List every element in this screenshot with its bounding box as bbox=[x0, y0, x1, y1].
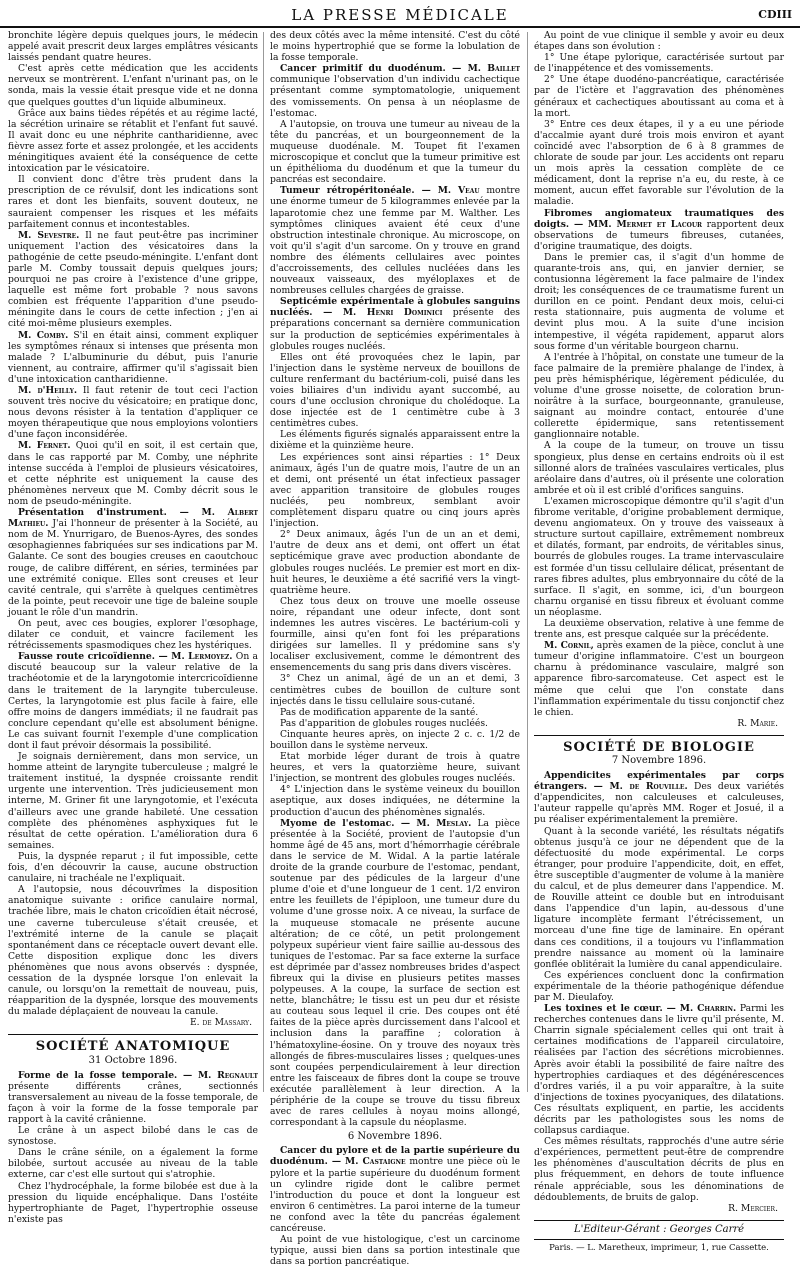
paragraph: L'examen microscopique démontre qu'il s'agit d'un fibrome veritable, d'origine probablement dermique, devenu angiomateux. On y trouve des vaisseaux à structure surtout capillaire, extrêmement nombreux et dilatés, formant, par endroits, de véritables sinus, bourrés de globules rouges. La trame intervasculaire est formée d'un tissu cellulaire délicat, présentant de rares fibres adultes, plus embryonnaire du côté de la surface. Il s'agit, en somme, ici, d'un bourgeon charnu organisé en tissu fibreux et évoluant comme un néoplasme. bbox=[534, 495, 784, 618]
paragraph-text: rapportent deux observations de tumeurs fibreuses, cutanées, d'origine traumatique, des doigts. bbox=[534, 218, 784, 252]
paragraph: Grâce aux bains tièdes répétés et au régime lacté, la sécrétion urinaire se rétablit et l'enfant fut sauvé. Il avait donc eu une néphrite cantharidienne, avec fièvre assez forte et assez prolongée, et les accidents méningitiques avaient été la conséquence de cette intoxication par le vésicatoire. bbox=[8, 107, 258, 175]
paragraph bbox=[270, 296, 520, 351]
paragraph: Etat morbide léger durant de trois à quatre heures, et vers la quatorzième heure, suivant l'injection, se montrent des globules rouges nucléés. bbox=[270, 751, 520, 785]
paragraph: Elles ont été provoquées chez le lapin, par l'injection dans le système nerveux de bouillons de culture renfermant du bactérium-coli, puisé dans les voies biliaires d'un individu ayant succombé, au cours d'une occlusion chronique du cholédoque. La dose injectée est de 1 centimètre cube à 3 centimètres cubes. bbox=[270, 351, 520, 430]
subsection-heading: Forme de la fosse temporale. bbox=[18, 1069, 178, 1081]
paragraph bbox=[270, 818, 520, 1129]
paragraph: 4° L'injection dans le système veineux du bouillon aseptique, aux doses indiquées, ne détermine la production d'aucun des phénomènes signalés. bbox=[270, 784, 520, 818]
speaker-name: M. Sevestre. bbox=[18, 229, 80, 241]
section-heading: SOCIÉTÉ ANATOMIQUE bbox=[8, 1034, 258, 1052]
speaker-name: — M. Lermoyez. bbox=[154, 651, 233, 663]
speaker-name: — M. Albert Mathieu. bbox=[8, 507, 258, 530]
speaker-name: — MM. Mermet et Lacour bbox=[569, 218, 703, 230]
subsection-heading: Présentation d'instrument. bbox=[18, 507, 167, 519]
publisher-imprint: L'Editeur-Gérant : Georges Carré bbox=[534, 1220, 784, 1235]
session-date: 31 Octobre 1896. bbox=[88, 1054, 178, 1066]
speaker-name: — M. Meslay. bbox=[394, 817, 472, 829]
subsection-heading: Fausse route cricoïdienne. bbox=[18, 651, 155, 663]
paragraph: Les expériences sont ainsi réparties : 1° Deux animaux, âgés l'un de quatre mois, l'autre de un an et demi, ont présenté un état infectieux passager avec apparition transitoire de globules rouges nucléés, peu nombreux, semblant avoir complètement disparu quatre ou cinq jours après l'injection. bbox=[270, 451, 520, 530]
paragraph bbox=[534, 1003, 784, 1136]
running-head bbox=[0, 4, 800, 28]
speaker-name: M. d'Heilly. bbox=[18, 385, 78, 396]
paragraph-text: communique l'observation d'un individu cachectique présentant comme symptomatologie, uniquement des vomissements. On pensa à un néoplasme de l'estomac. bbox=[270, 74, 520, 119]
paragraph bbox=[534, 640, 784, 718]
paragraph bbox=[8, 230, 258, 330]
signature: R. Mercier. bbox=[728, 1202, 778, 1214]
speaker-name: — M. Castaigne bbox=[327, 1156, 406, 1168]
paragraph bbox=[270, 63, 520, 118]
paragraph-text: Des deux variétés d'appendicites, non calculeuses et calculeuses, l'auteur rappelle qu'après MM. Roger et Josué, il a pu réaliser expérimentalement la première. bbox=[534, 781, 784, 826]
paragraph: Pas de modification apparente de la santé. bbox=[280, 706, 479, 718]
speaker-name: — M. Charrin. bbox=[662, 1003, 737, 1015]
subsection-heading: Les toxines et le cœur. bbox=[544, 1003, 663, 1015]
paragraph: 3° Entre ces deux étapes, il y a eu une période d'accalmie ayant duré trois mois environ et ayant coïncidé avec l'absorption de 6 à 8 grammes de chlorate de soude par jour. Les accidents ont reparu un mois après la cessation complète de ce médicament, dont la reprise n'a eu, du reste, à ce moment, aucun effet favorable sur l'évolution de la maladie. bbox=[534, 118, 784, 208]
subsection-heading: Tumeur rétropéritonéale. bbox=[280, 185, 415, 197]
paragraph-text: Il faut retenir de tout ceci l'action souvent très nocive du vésicatoire; en pratique donc, nous devons résister à la tentation d'appliquer ce moyen thérapeutique que nous employions volontiers d'une façon inconsidérée. bbox=[8, 385, 258, 441]
speaker-name: — M. Henri Dominici bbox=[312, 307, 443, 319]
paragraph bbox=[270, 1145, 520, 1234]
column-right bbox=[534, 30, 784, 1253]
paragraph: Pas d'apparition de globules rouges nucléés. bbox=[280, 717, 488, 729]
section-heading: SOCIÉTÉ DE BIOLOGIE bbox=[534, 735, 784, 753]
paragraph bbox=[270, 185, 520, 296]
paragraph bbox=[8, 651, 258, 751]
paragraph: Ces expériences concluent donc la confirmation expérimentale de la théorie pathogénique défendue par M. Dieulafoy. bbox=[534, 969, 784, 1003]
paragraph: Puis, la dyspnée reparut ; il fut impossible, cette fois, d'en découvrir la cause, aucune obstruction canulaire, ni trachéale ne l'expliquait. bbox=[8, 850, 258, 885]
paragraph bbox=[8, 330, 258, 385]
signature: E. de Massary. bbox=[189, 1017, 252, 1029]
signature: R. Marie. bbox=[737, 717, 778, 729]
speaker-name: — M. de Rouville. bbox=[587, 781, 688, 793]
paragraph: Ces mêmes résultats, rapprochés d'une autre série d'expériences, permettent peut-être de comprendre les phénomènes d'auscultation décrits de plus en plus fréquemment, en dehors de toute influence rénale appréciable, sous les dénominations de dédoublements, de bruits de galop. bbox=[534, 1136, 784, 1203]
speaker-name: — M. Baillet bbox=[445, 63, 520, 75]
paragraph: Je soignais dernièrement, dans mon service, un homme atteint de laryngite tuberculeuse ; malgré le traitement institué, la dyspnée croissante rendit urgente une intervention. Très judicieusement mon interne, M. Griner fit une laryngotomie, et l'exécuta d'ailleurs avec une grande habileté. Une cessation complète des phénomènes asphyxiques fut le résultat de cette opération. L'amélioration dura 6 semaines. bbox=[8, 751, 258, 851]
column-middle bbox=[270, 30, 521, 1267]
paragraph bbox=[8, 1070, 258, 1125]
paragraph-text: présente des préparations concernant sa dernière communication sur la production de septicémies expérimentales à globules rouges nucléés. bbox=[270, 307, 520, 352]
speaker-name: M. Cornil, bbox=[544, 640, 594, 652]
paragraph-text: On a discuté beaucoup sur la valeur relative de la trachéotomie et de la laryngotomie intercricoïdienne dans le traitement de la laryngite tuberculeuse. Certes, la laryngotomie est plus facile à faire, elle offre moins de dangers immédiats; il ne faudrait pas conclure cependant qu'elle est absolument bénigne. Le cas suivant fournit l'exemple d'une complication dont il faut prévoir désormais la possibilité. bbox=[8, 651, 258, 751]
paragraph-text: La pièce présentée à la Société, provient de l'autopsie d'un homme âgé de 45 ans, mort d'hémorrhagie cérébrale dans le service de M. Widal. A la partie latérale droite de la grande courbure de l'estomac, pendant, soutenue par des pédicules de la largeur d'une plume d'oie et d'une longueur de 1 cent. 1/2 environ entre les feuillets de l'épiploon, une tumeur dure du volume d'une grosse noix. A ce niveau, la surface de la muqueuse stomacale ne présente aucune altération; de ce côté, un petit prolongement polypeux supérieur vient faire saillie au-dessous des tuniques de l'estomac. Par sa face externe la surface est déprimée par d'assez nombreuses brides d'aspect fibreux qui la divise en plusieurs petites masses polypeuses. A la coupe, la surface de section est nette, blanchâtre; le tissu est un peu dur et résiste au couteau sous lequel il crie. Des coupes ont été faites de la pièce après durcissement dans l'alcool et inclusion dans la paraffine ; coloration à l'hématoxyline-éosine. On y trouve des noyaux très allongés de fibres-musculaires lisses ; quelques-unes sont coupées perpendiculairement à leur direction entre les faisceaux de fibres dont la coupe se trouve exécutée parallèlement à leur direction. A la périphérie de la coupe se trouve du tissu fibreux avec de rares cellules à noyau moins allongé, correspondant à la capsule du néoplasme. bbox=[270, 817, 520, 1129]
paragraph-text: Quoi qu'il en soit, il est certain que, dans le cas rapporté par M. Comby, une néphrite intense succéda à l'emploi de plusieurs vésicatoires, et cette néphrite est uniquement la cause des phénomènes nerveux que M. Comby décrit sous le nom de pseudo-méningite. bbox=[8, 440, 258, 507]
paragraph: 2° Une étape duodéno-pancréatique, caractérisée par de l'ictère et l'aggravation des phénomènes généraux et cachectiques aboutissant au coma et à la mort. bbox=[534, 74, 784, 119]
paragraph: 2° Deux animaux, âgés l'un de un an et demi, l'autre de deux ans et demi, ont offert un état septicémique grave avec production abondante de globules rouges nucléés. Le premier est mort en dix-huit heures, le deuxième a été sacrifié vers la vingt-quatrième heure. bbox=[270, 529, 520, 596]
subsection-heading: Appendicites expérimentales par corps étrangers. bbox=[534, 770, 784, 793]
paragraph: Il convient donc d'être très prudent dans la prescription de ce révulsif, dont les indications sont rares et dont les bienfaits, souvent douteux, ne sauraient compenser les risques et les méfaits parfaitement connus et incontestables. bbox=[8, 174, 258, 230]
paragraph bbox=[8, 507, 258, 618]
subsection-heading: Septicémie expérimentale à globules sanguins nucléés. bbox=[270, 296, 520, 319]
paragraph: A la coupe de la tumeur, on trouve un tissu spongieux, plus dense en certains endroits où il est sillonné alors de traînées vasculaires verticales, plus aréolaire dans d'autres, où il présente une coloration ambrée et où il est criblé d'orifices sanguins. bbox=[534, 440, 784, 496]
paragraph: Les éléments figurés signalés apparaissent entre la dixième et la quinzième heure. bbox=[270, 429, 520, 452]
paragraph: A l'autopsie, nous découvrîmes la disposition anatomique suivante : orifice canulaire normal, trachée libre, mais le chaton cricoïdien était nécrosé, une caverne tuberculeuse s'était creusée, et l'extrémité interne de la canule se plaçait spontanément dans ce réceptacle ouvert devant elle. Cette disposition explique donc les divers phénomènes que nous avons observés : dyspnée, cessation de la dyspnée lorsque l'on enlevait la canule, ou lorsqu'on la remettait de nouveau, puis, réapparition de la dyspnée, lorsque des mouvements du malade déplaçaient de nouveau la canule. bbox=[8, 884, 258, 1018]
paragraph: Chez tous deux on trouve une moelle osseuse noire, répandant une odeur infecte, dont sont indemnes les autres viscères. Le bactérium-coli y fourmille, ainsi qu'en font foi les préparations dirigées sur lamelles. Il y prédomine sans s'y localiser exclusivement, comme le démontrent des ensemencements du sang pris dans divers viscères. bbox=[270, 595, 520, 674]
paragraph: des deux côtés avec la même intensité. C'est du côté le moins hypertrophié que se forme la lobulation de la fosse temporale. bbox=[270, 30, 520, 64]
paragraph bbox=[8, 440, 258, 507]
paragraph: On peut, avec ces bougies, explorer l'œsophage, dilater ce conduit, et vaincre facilement les rétrécissements spasmodiques chez les hystériques. bbox=[8, 617, 258, 652]
paragraph-text: J'ai l'honneur de présenter à la Société, au nom de M. Ynurrigaro, de Buenos-Ayres, des sondes œsophagiennes fabriquées sur ses indications par M. Galante. Ce sont des bougies creuses en caoutchouc rouge, de calibre différent, en séries, terminées par une extrémité conique. Elles sont creuses et leur cavité centrale, qui s'arrête à quelques centimètres de la pointe, peut recevoir une tige de baleine souple jouant le rôle d'un mandrin. bbox=[8, 518, 258, 618]
paragraph: La deuxième observation, relative à une femme de trente ans, est presque calquée sur la précédente. bbox=[534, 617, 784, 641]
page-number: CDIII bbox=[758, 8, 792, 21]
paragraph-text: S'il en était ainsi, comment expliquer les symptômes rénaux si intenses que présenta mon malade ? L'albuminurie du début, puis l'anurie viennent, au contraire, affirmer qu'il s'agissait bien d'une intoxication cantharidienne. bbox=[8, 329, 258, 385]
journal-title: LA PRESSE MÉDICALE bbox=[291, 6, 509, 24]
paragraph: Chez l'hydrocéphale, la forme bilobée est due à la pression du liquide encéphalique. Dans l'ostéite hypertrophiante de Paget, l'hypertrophie osseuse n'existe pas bbox=[8, 1180, 258, 1225]
paragraph-text: après examen de la pièce, conclut à une tumeur d'origine inflammatoire. C'est un bourgeon charnu à prédominance vasculaire, malgré son apparence fibro-sarcomateuse. Cet aspect est le même que celui que l'on constate dans l'inflammation expérimentale du tissu conjonctif chez le chien. bbox=[534, 640, 784, 718]
subsection-heading: Myome de l'estomac. bbox=[280, 817, 395, 829]
speaker-name: M. Fernet. bbox=[18, 440, 71, 452]
subsection-heading: Cancer du pylore et de la partie supérieure du duodénum. bbox=[270, 1145, 520, 1168]
column-rule bbox=[527, 32, 528, 1092]
speaker-name: M. Comby. bbox=[18, 329, 69, 341]
paragraph-text: présente différents crânes, sectionnés transversalement au niveau de la fosse temporale, de façon à voir la forme de la fosse temporale par rapport à la cavité crânienne. bbox=[8, 1080, 258, 1125]
column-left bbox=[8, 30, 258, 1225]
paragraph: A l'entrée à l'hôpital, on constate une tumeur de la face palmaire de la première phalange de l'index, à peu près hémisphérique, légèrement pédiculée, du volume d'une grosse noisette, de coloration brun-noirâtre à la surface, bourgeonnante, granuleuse, saignant au moindre contact, entourée d'une collerette épidermique, sans retentissement ganglionnaire notable. bbox=[534, 351, 784, 441]
paragraph: Cinquante heures après, on injecte 2 c. c. 1/2 de bouillon dans le système nerveux. bbox=[270, 728, 520, 751]
column-rule bbox=[263, 32, 264, 1092]
session-date: 7 Novembre 1896. bbox=[611, 755, 707, 766]
printer-line: Paris. — L. Maretheux, imprimeur, 1, rue Cassette. bbox=[534, 1239, 784, 1254]
speaker-name: — M. Regnault bbox=[177, 1069, 258, 1081]
session-date: 6 Novembre 1896. bbox=[347, 1131, 443, 1143]
paragraph bbox=[534, 208, 784, 252]
paragraph: 1° Une étape pylorique, caractérisée surtout par de l'inappétence et des vomissements. bbox=[534, 52, 784, 75]
paragraph: A l'autopsie, on trouva une tumeur au niveau de la tête du pancréas, et un bourgeonnement de la muqueuse duodénale. M. Toupet fit l'examen microscopique et conclut que la tumeur primitive est un épithélioma du duodénum et que la tumeur du pancréas est secondaire. bbox=[270, 118, 520, 186]
paragraph-text: Parmi les recherches contenues dans le livre qu'il présente, M. Charrin signale spécialement celles qui ont trait à certaines modifications de l'appareil circulatoire, réalisées par l'action des sécrétions microbiennes. Après avoir établi la possibilité de faire naître des hypertrophies cardiaques et des dégénérescences d'ordres variés, il a pu voir apparaître, à la suite d'injections de toxines pyocyaniques, des dilatations. Ces résultats expliquent, en partie, les accidents décrits par les pathologistes sous les noms de collapsus cardiaque. bbox=[534, 1003, 784, 1137]
paragraph: Au point de vue clinique il semble y avoir eu deux étapes dans son évolution : bbox=[534, 30, 784, 53]
paragraph bbox=[8, 385, 258, 440]
paragraph: Dans le premier cas, il s'agit d'un homme de quarante-trois ans, qui, en janvier dernier, se contusionna légèrement la face palmaire de l'index droit; les conséquences de ce traumatisme furent un durillon en ce point. Pendant deux mois, celui-ci resta stationnaire, puis augmenta de volume et devint plus mou. A la suite d'une incision intempestive, il végéta rapidement, apparut alors sous forme d'un véritable bourgeon charnu. bbox=[534, 251, 784, 352]
paragraph-text: Il ne faut peut-être pas incriminer uniquement l'action des vésicatoires dans la pathogénie de cette pseudo-méningite. L'enfant dont parle M. Comby toussait depuis quelques jours; pourquoi ne pas croire à l'existence d'une grippe, laquelle est même fort probable ? nous savons combien est fréquente l'apparition d'une pseudo-méningite dans le cours de cette infection ; j'en ai cité moi-même plusieurs exemples. bbox=[8, 229, 258, 330]
paragraph: 3° Chez un animal, âgé de un an et demi, 3 centimètres cubes de bouillon de culture sont injectés dans le tissu cellulaire sous-cutané. bbox=[270, 673, 520, 707]
paragraph-text: montre une énorme tumeur de 5 kilogrammes enlevée par la laparotomie chez une femme par M. Walther. Les symptômes cliniques avaient été ceux d'une obstruction intestinale chronique. Au microscope, on voit qu'il s'agit d'un sarcome. On y trouve en grand nombre des éléments cellulaires avec pointes d'accroissements, des cellules nucléées dans les nouveaux vaisseaux, des myéloplaxes et de nombreuses cellules chargées de graisse. bbox=[270, 185, 521, 297]
paragraph-text: montre une pièce où le pylore et la partie supérieure du duodénum forment un cylindre rigide dont le calibre permet l'introduction du pouce et dont la longueur est environ 6 centimètres. La paroi interne de la tumeur ne confond avec la tête du pancréas également cancéreuse. bbox=[270, 1156, 521, 1235]
paragraph: bronchite légère depuis quelques jours, le médecin appelé avait prescrit deux larges emplâtres vésicants laissés pendant quatre heures. bbox=[8, 30, 258, 64]
paragraph: Le crâne à un aspect bilobé dans le cas de synostose. bbox=[8, 1125, 258, 1148]
paragraph bbox=[534, 770, 784, 825]
paragraph: Dans le crâne sénile, on a également la forme bilobée, surtout accusée au niveau de la table externe, car c'est elle surtout qui s'atrophie. bbox=[8, 1147, 258, 1181]
paragraph: Quant à la seconde variété, les résultats négatifs obtenus jusqu'à ce jour ne dépendent que de la défectuosité du mode expérimental. Le corps étranger, pour produire l'appendicite, doit, en effet, être susceptible d'augmenter de volume à la manière du calcul, et de plus demeurer dans l'appendice. M. de Rouville atteint ce double but en introduisant dans l'appendice d'un lapin, au-dessous d'une ligature incomplète fermant l'étrécissement, un morceau d'une fine tige de laminaire. En opérant dans ces conditions, il a toujours vu l'inflammation prendre naissance au moment où la laminaire gonflée oblitérait la lumière du canal appendiculaire. bbox=[534, 825, 784, 970]
subsection-heading: Fibromes angiomateux traumatiques des doigts. bbox=[534, 207, 784, 230]
paragraph: C'est après cette médication que les accidents nerveux se montrèrent. L'enfant n'urinant pas, on le sonda, mais la vessie était presque vide et ne donna que quelques gouttes d'un liquide albumineux. bbox=[8, 63, 258, 108]
subsection-heading: Cancer primitif du duodénum. bbox=[280, 63, 446, 75]
paragraph: Au point de vue histologique, c'est un carcinome typique, aussi bien dans sa portion intestinale que dans sa portion pancréatique. bbox=[270, 1234, 520, 1267]
speaker-name: — M. Veau bbox=[414, 185, 480, 197]
